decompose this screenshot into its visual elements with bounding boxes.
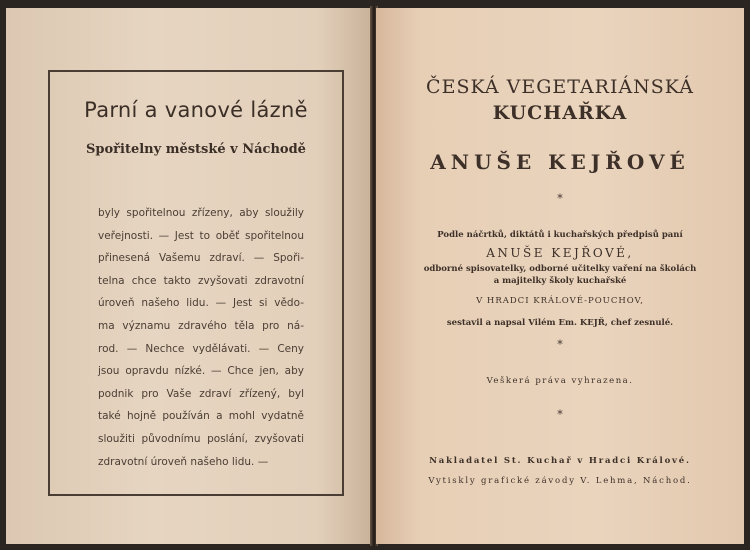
book-author: ANUŠE KEJŘOVÉ xyxy=(430,150,690,174)
publisher-line: Nakladatel St. Kuchař v Hradci Králové. xyxy=(429,456,691,466)
ad-body-line: úroveň našeho lidu. — Jest si vědo- xyxy=(98,297,304,310)
rights-notice: Veškerá práva vyhrazena. xyxy=(486,376,634,386)
ad-body-line: také hojně používán a mohl vydatně xyxy=(98,410,304,423)
ad-body-line: jsou opravdu nízké. — Chce jen, aby xyxy=(98,365,304,378)
credits-compiler: sestavil a napsal Vilém Em. KEJŘ, chef zesnulé. xyxy=(446,318,674,328)
ad-body xyxy=(98,202,304,473)
left-page xyxy=(6,8,372,544)
ad-body-line: veřejnosti. — Jest to oběť spořitelnou xyxy=(98,229,304,242)
ornament-star-icon: * xyxy=(557,338,563,351)
credits-line: odborné spisovatelky, odborné učitelky vaření na školách xyxy=(423,264,697,274)
ad-body-line: rod. — Nechce vydělávati. — Ceny xyxy=(98,342,304,355)
credits-location: V HRADCI KRÁLOVÉ-POUCHOV, xyxy=(476,296,644,306)
ad-body-line: přinesená Vašemu zdraví. — Spoři- xyxy=(98,252,304,265)
ad-body-line: podnik pro Vaše zdraví zřízený, byl xyxy=(98,387,304,400)
book-title-line2: KUCHAŘKA xyxy=(492,102,628,124)
right-page xyxy=(376,8,744,544)
ad-body-line: sloužiti původnímu poslání, zvyšovati xyxy=(98,432,304,445)
credits-line: a majitelky školy kuchařské xyxy=(493,276,627,286)
credits-author-name: ANUŠE KEJŘOVÉ, xyxy=(486,246,634,260)
ad-subtitle: Spořitelny městské v Náchodě xyxy=(86,142,306,157)
ad-body-line: zdravotní úroveň našeho lidu. — xyxy=(98,455,269,468)
book-title-line1: ČESKÁ VEGETARIÁNSKÁ xyxy=(426,76,694,98)
ad-body-line: telna chce takto zvyšovati zdravotní xyxy=(98,274,304,287)
ornament-star-icon: * xyxy=(557,192,563,205)
ad-title: Parní a vanové lázně xyxy=(84,98,308,122)
ad-body-line: ma významu zdravého těla pro ná- xyxy=(98,319,304,332)
credits-line: Podle náčrtků, diktátů i kuchařských předpisů paní xyxy=(437,230,683,240)
advertisement-box xyxy=(48,70,344,496)
printer-line: Vytiskly grafické závody V. Lehma, Náchod. xyxy=(428,476,692,486)
ornament-star-icon: * xyxy=(557,408,563,421)
ad-body-line: byly spořitelnou zřízeny, aby sloužily xyxy=(98,207,304,219)
